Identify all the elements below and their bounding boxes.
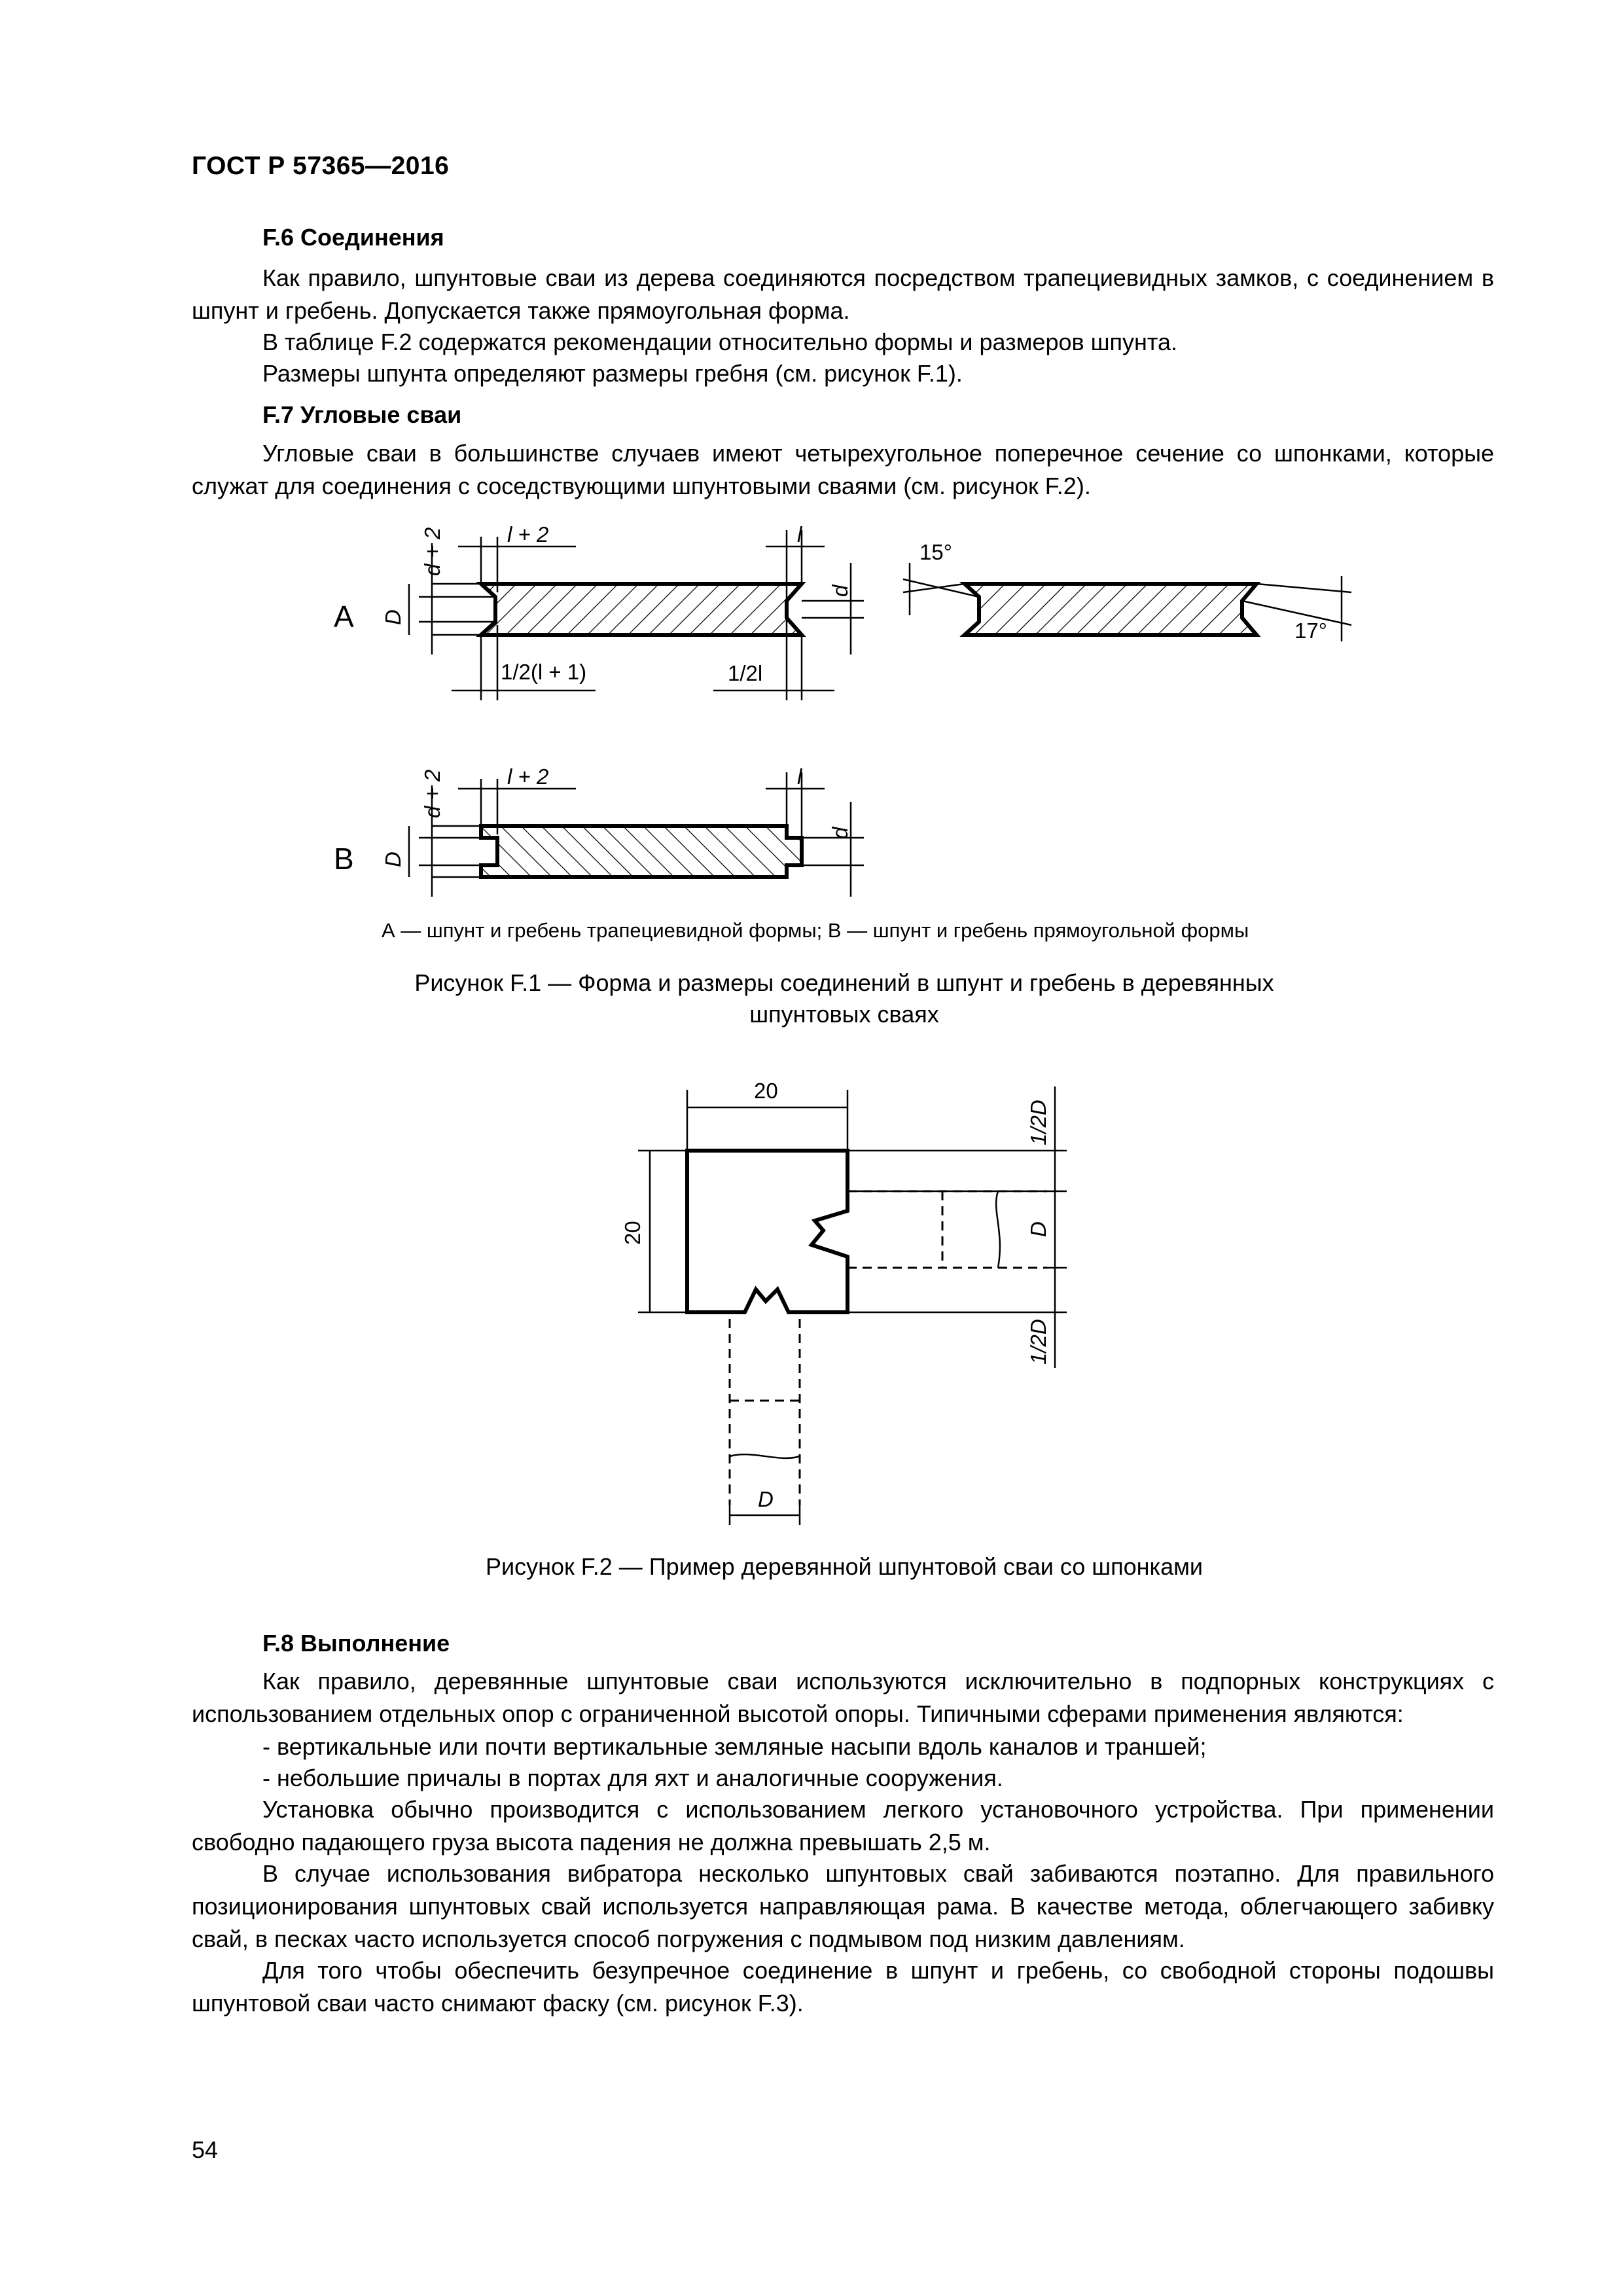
section-heading-f8: F.8 Выполнение <box>262 1630 450 1657</box>
dim-label: d + 2 <box>420 527 444 576</box>
paragraph-text: Установка обычно производится с использованием легкого установочного устройства. При применении свободно падающего груза высота падения не должна превышать 2,5 м. <box>192 1796 1494 1856</box>
dim-label: l + 2 <box>507 522 549 547</box>
dim-label: 1/2D <box>1026 1100 1050 1145</box>
dim-label: d <box>828 827 852 839</box>
section-b <box>481 826 802 877</box>
dim-label: l <box>797 764 802 789</box>
dim-label: l <box>797 522 802 547</box>
dim-label: l + 2 <box>507 764 549 789</box>
corner-pile-section <box>687 1151 847 1312</box>
list-item: - небольшие причалы в портах для яхт и аналогичные сооружения. <box>262 1765 1003 1791</box>
dim-label: D <box>381 852 405 867</box>
section-a-right <box>965 584 1257 635</box>
caption-line: Рисунок F.1 — Форма и размеры соединений в шпунт и гребень в деревянных <box>414 969 1274 996</box>
caption-line: шпунтовых сваях <box>749 1001 939 1028</box>
paragraph-text: В случае использования вибратора несколько шпунтовых свай забиваются поэтапно. Для правильного позиционирования шпунтовых свай используется направляющая рама. В качестве метода, облегчающего забивку свай, в песках часто используется способ погружения с подмывом под низким давлениям. <box>192 1860 1494 1952</box>
paragraph-text: Как правило, деревянные шпунтовые сваи используются исключительно в подпорных конструкциях с использованием отдельных опор с ограниченной высотой опоры. Типичными сферами применения являются: <box>192 1668 1494 1727</box>
section-a-left <box>481 584 802 635</box>
dim-label: D <box>1026 1221 1050 1237</box>
angle-label: 15° <box>919 540 952 564</box>
paragraph-text: Как правило, шпунтовые сваи из дерева соединяются посредством трапециевидных замков, с соединением в шпунт и гребень. Допускается также прямоугольная форма. <box>192 264 1494 324</box>
list-item: - вертикальные или почти вертикальные земляные насыпи вдоль каналов и траншей; <box>262 1733 1207 1760</box>
section-heading-f7: F.7 Угловые сваи <box>262 401 462 428</box>
angle-label: 17° <box>1294 619 1327 643</box>
paragraph <box>192 1954 1494 2020</box>
page-number: 54 <box>192 2136 219 2163</box>
paragraph <box>192 1665 1494 1731</box>
paragraph-text: Для того чтобы обеспечить безупречное соединение в шпунт и гребень, со свободной стороны подошвы шпунтовой сваи часто снимают фаску (см. рисунок F.3). <box>192 1957 1494 2017</box>
figure-f1-legend: А — шпунт и гребень трапециевидной формы; В — шпунт и гребень прямоугольной формы <box>382 919 1249 942</box>
paragraph: В таблице F.2 содержатся рекомендации относительно формы и размеров шпунта. <box>262 329 1177 355</box>
dim-label: 1/2(l + 1) <box>501 660 587 684</box>
dim-label: D <box>758 1487 774 1511</box>
dim-label: D <box>381 609 405 625</box>
figure-label-b: В <box>334 842 354 876</box>
dim-label: 20 <box>620 1221 645 1245</box>
dim-label: 20 <box>754 1079 778 1103</box>
paragraph: Размеры шпунта определяют размеры гребня (см. рисунок F.1). <box>262 360 963 387</box>
paragraph <box>192 1857 1494 1956</box>
section-heading-f6: F.6 Соединения <box>262 224 444 251</box>
paragraph <box>192 1793 1494 1859</box>
figure-f1-drawing <box>0 0 1623 995</box>
dim-label: d + 2 <box>420 769 444 818</box>
dim-label: 1/2l <box>728 661 763 685</box>
dim-label: d <box>828 584 852 597</box>
dim-label: 1/2D <box>1026 1319 1050 1365</box>
figure-label-a: А <box>334 600 354 634</box>
figure-f2-caption: Рисунок F.2 — Пример деревянной шпунтовой сваи со шпонками <box>486 1553 1203 1580</box>
figure-f2-drawing <box>0 1060 1623 1532</box>
paragraph-text: Угловые сваи в большинстве случаев имеют четырехугольное поперечное сечение со шпонками, которые служат для соединения с соседствующими шпунтовыми сваями (см. рисунок F.2). <box>192 440 1494 499</box>
document-code: ГОСТ Р 57365—2016 <box>192 152 450 180</box>
figure-f1-caption <box>353 967 1335 1030</box>
